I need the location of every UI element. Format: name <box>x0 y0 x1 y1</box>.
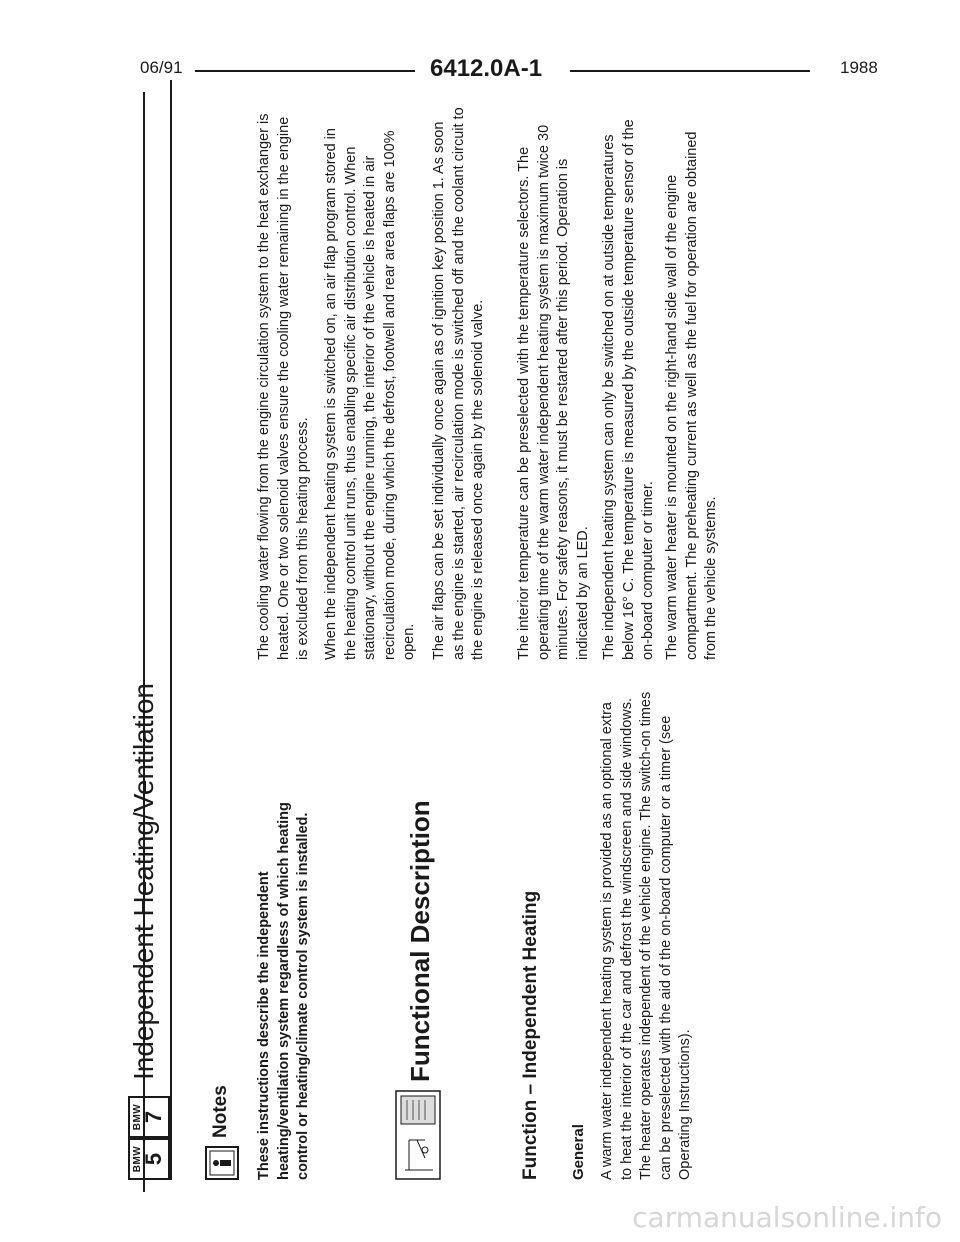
logo-series: 5 <box>141 1152 166 1166</box>
paragraph-air-flaps: The air flaps can be set individually once again as of ignition key position 1. As soon as the engine is started, air recirculation mode is switched off and the coolant circuit to the engine is released once again by the solenoid valve. <box>431 107 486 660</box>
paragraph-outside-temperature: The independent heating system can only be switched on at outside temperatures below 16° C. The temperature is measured by the outside temperature sensor of the on-board computer or timer. <box>601 119 656 660</box>
info-icon <box>205 1146 239 1180</box>
header-doc-number: 6412.0A-1 <box>430 55 543 82</box>
circuit-diagram-icon <box>395 1090 441 1180</box>
logo-brand: BMW <box>132 1145 143 1173</box>
header-rule-right <box>570 70 810 72</box>
watermark: carmanualsonline.info <box>632 1201 942 1234</box>
paragraph-cooling-water: The cooling water flowing from the engine circulation system to the heat exchanger is heated. One or two solenoid valves ensure the cooling water remaining in the engine is excluded from this heating process. <box>256 113 311 660</box>
functional-description-heading: Functional Description <box>405 800 435 1082</box>
general-text: A warm water independent heating system is provided as an optional extra to heat the interior of the car and defrost the windscreen and side windows. The heater operates independent of the vehicle engine. The switch-on times can be preselected with the aid of the on-board computer or a timer (see Operating Instructions). <box>599 691 693 1180</box>
bmw-logo-5 <box>128 1138 170 1180</box>
notes-text: These instructions describe the independent heating/ventilation system regardless of which heating control or heating/climate control system is installed. <box>256 802 311 1180</box>
title-rule <box>170 80 172 1180</box>
paragraph-air-flap-program: When the independent heating system is switched on, an air flap program stored in the heating control unit runs, thus enabling specific air distribution control. When stationary, without the engine running, the interior of the vehicle is heated in air recirculation mode, during which the defrost, footwell and rear area flaps are 100% open. <box>323 128 417 660</box>
logo-brand: BMW <box>132 1103 143 1131</box>
function-heading: Function – Independent Heating <box>520 890 541 1180</box>
header-rule-left <box>195 70 415 72</box>
general-subheading: General <box>570 1124 587 1180</box>
page-title: Independent Heating/Ventilation <box>128 683 159 1080</box>
header-date: 06/91 <box>140 58 183 77</box>
bmw-logo-7 <box>128 1096 170 1138</box>
notes-heading: Notes <box>210 1085 231 1138</box>
logo-series: 7 <box>141 1110 166 1124</box>
rotated-page-content <box>60 80 780 1180</box>
paragraph-warm-water-heater: The warm water heater is mounted on the right-hand side wall of the engine compartment. The preheating current as well as the fuel for operation are obtained from the vehicle systems. <box>664 131 719 660</box>
header-year: 1988 <box>840 58 878 77</box>
paragraph-interior-temperature: The interior temperature can be preselected with the temperature selectors. The operating time of the warm water independent heating system is maximum twice 30 minutes. For safety reasons, it must be restarted after this period. Operation is indicated by an LED. <box>516 124 591 660</box>
